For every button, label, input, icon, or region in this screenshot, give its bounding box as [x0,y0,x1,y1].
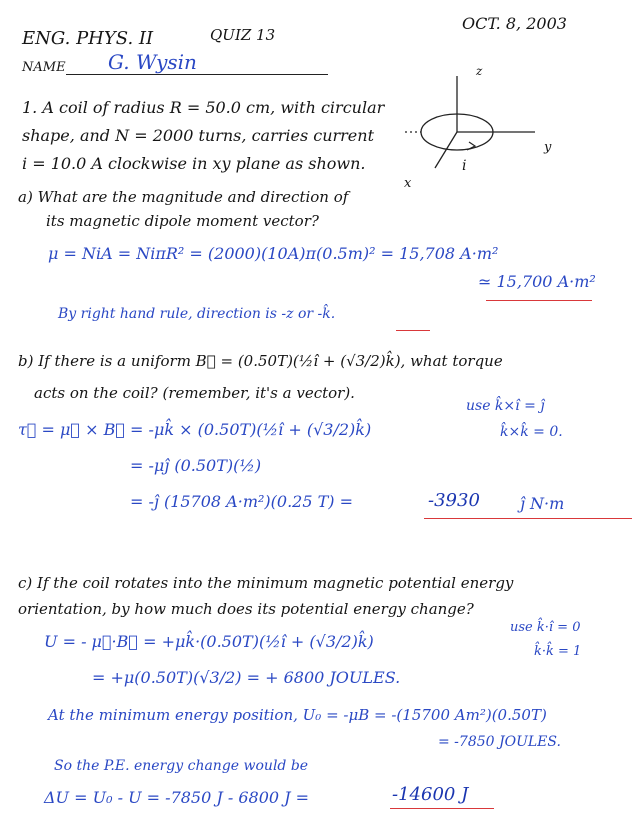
part-c-question-2: orientation, by how much does its potential energy change? [18,600,474,618]
y-axis-label: y [544,140,552,155]
part-c-conclusion: So the P.E. energy change would be [54,758,309,774]
student-name: G. Wysin [108,50,197,74]
answer-underline-c [390,808,494,809]
part-b-answer-unit: ĵ N·m [520,494,565,513]
name-label: NAME [22,60,66,75]
x-axis-label: x [404,176,412,191]
answer-underline-a [486,300,592,301]
part-b-equation-2: = -μĵ (0.50T)(½) [130,456,262,475]
part-a-equation-2: ≃ 15,700 A·m² [478,272,596,291]
problem-line-3: i = 10.0 A clockwise in xy plane as shown. [22,154,366,173]
quiz-number: QUIZ 13 [210,26,276,44]
part-c-minimum-energy: At the minimum energy position, U₀ = -μB = -(15700 Am²)(0.50T) [48,706,547,724]
current-label: i [462,158,467,174]
part-c-final-equation: ΔU = U₀ - U = -7850 J - 6800 J = [44,788,310,807]
part-c-hint-1: use k̂·î = 0 [510,620,581,635]
part-b-question-1: b) If there is a uniform B⃗ = (0.50T)(½î + (√3/2)k̂), what torque [18,352,503,370]
part-c-minimum-energy-result: = -7850 JOULES. [438,734,561,750]
part-b-answer-value: -3930 [428,490,480,511]
problem-line-2: shape, and N = 2000 turns, carries current [22,126,375,145]
part-a-question-2: its magnetic dipole moment vector? [46,212,319,230]
part-a-equation-1: μ = NiA = NiπR² = (2000)(10A)π(0.5m)² = 15,708 A·m² [48,244,499,263]
answer-underline-b [424,518,632,519]
quiz-date: OCT. 8, 2003 [462,14,567,33]
coil-axes-diagram [395,60,565,200]
part-c-answer: -14600 J [392,784,469,805]
course-title: ENG. PHYS. II [22,28,154,49]
part-b-equation-1: τ⃗ = μ⃗ × B⃗ = -μk̂ × (0.50T)(½î + (√3/2)k̂) [18,420,372,439]
part-c-equation-1: U = - μ⃗·B⃗ = +μk̂·(0.50T)(½î + (√3/2)k̂) [44,632,374,651]
part-c-hint-2: k̂·k̂ = 1 [534,644,582,659]
part-a-question-1: a) What are the magnitude and direction of [18,188,349,206]
part-a-direction: By right hand rule, direction is -z or -k̂. [58,306,336,322]
name-line [66,74,328,75]
part-b-hint-2: k̂×k̂ = 0. [500,424,563,440]
problem-line-1: 1. A coil of radius R = 50.0 cm, with circular [22,98,385,117]
part-b-hint-1: use k̂×î = ĵ [466,398,545,414]
part-c-equation-2: = +μ(0.50T)(√3/2) = + 6800 JOULES. [92,668,401,687]
part-b-equation-3: = -ĵ (15708 A·m²)(0.25 T) = [130,492,353,511]
part-b-question-2: acts on the coil? (remember, it's a vector). [34,384,355,402]
part-c-question-1: c) If the coil rotates into the minimum magnetic potential energy [18,574,514,592]
z-axis-label: z [476,64,483,78]
direction-underline [396,330,430,331]
